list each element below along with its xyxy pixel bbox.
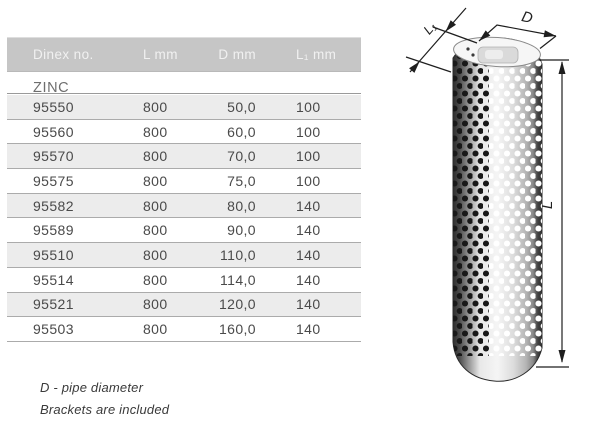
cell-d-mm: 75,0 bbox=[227, 172, 256, 189]
table-header bbox=[7, 37, 361, 72]
cell-l-mm: 800 bbox=[143, 271, 168, 288]
section-row bbox=[7, 72, 361, 94]
cell-dinex-no: 95582 bbox=[33, 197, 74, 214]
product-table bbox=[7, 37, 361, 417]
cell-d-mm: 70,0 bbox=[227, 148, 256, 165]
cell-d-mm: 50,0 bbox=[227, 98, 256, 115]
section-label: ZINC bbox=[33, 80, 70, 96]
cell-d-mm: 120,0 bbox=[218, 296, 256, 313]
table-row bbox=[7, 169, 361, 194]
bracket-bolt bbox=[466, 47, 469, 50]
cell-l-mm: 800 bbox=[143, 98, 168, 115]
cell-l-mm: 800 bbox=[143, 172, 168, 189]
cell-l1-mm: 140 bbox=[296, 271, 321, 288]
table-row bbox=[7, 317, 361, 342]
cell-l-mm: 800 bbox=[143, 222, 168, 239]
cell-l1-mm: 100 bbox=[296, 148, 321, 165]
table-row bbox=[7, 120, 361, 145]
label-l1: L₁ bbox=[420, 18, 439, 38]
cell-d-mm: 60,0 bbox=[227, 123, 256, 140]
cell-l-mm: 800 bbox=[143, 296, 168, 313]
column-header-l1-mm: L₁ mm bbox=[296, 47, 337, 62]
cell-d-mm: 110,0 bbox=[220, 246, 256, 263]
table-row bbox=[7, 95, 361, 120]
table-row bbox=[7, 194, 361, 219]
cell-dinex-no: 95570 bbox=[33, 148, 74, 165]
arrowhead-icon bbox=[544, 30, 556, 37]
cell-d-mm: 114,0 bbox=[220, 271, 256, 288]
cell-l-mm: 800 bbox=[143, 123, 168, 140]
cell-l1-mm: 140 bbox=[296, 246, 321, 263]
cell-l1-mm: 140 bbox=[296, 222, 321, 239]
cell-l1-mm: 100 bbox=[296, 98, 321, 115]
bracket-bolt bbox=[471, 53, 474, 56]
footnote-brackets: Brackets are included bbox=[40, 402, 170, 417]
cell-l-mm: 800 bbox=[143, 321, 168, 338]
cell-d-mm: 80,0 bbox=[227, 197, 256, 214]
cell-l-mm: 800 bbox=[143, 246, 168, 263]
table-row bbox=[7, 293, 361, 318]
cell-d-mm: 160,0 bbox=[218, 321, 256, 338]
cell-dinex-no: 95503 bbox=[33, 321, 74, 338]
table-row bbox=[7, 243, 361, 268]
cell-dinex-no: 95514 bbox=[33, 271, 74, 288]
cell-l1-mm: 100 bbox=[296, 123, 321, 140]
cell-l-mm: 800 bbox=[143, 148, 168, 165]
cell-dinex-no: 95550 bbox=[33, 98, 74, 115]
cell-d-mm: 90,0 bbox=[227, 222, 256, 239]
table-row bbox=[7, 268, 361, 293]
cell-dinex-no: 95575 bbox=[33, 172, 74, 189]
table-row bbox=[7, 218, 361, 243]
arrowhead-icon bbox=[559, 61, 566, 74]
cell-l1-mm: 140 bbox=[296, 296, 321, 313]
cell-l1-mm: 140 bbox=[296, 321, 321, 338]
pipe-body bbox=[453, 35, 542, 382]
arrowhead-icon bbox=[559, 350, 566, 363]
cell-l-mm: 800 bbox=[143, 197, 168, 214]
table-body bbox=[7, 95, 361, 342]
table-row bbox=[7, 144, 361, 169]
bracket-tab-highlight bbox=[485, 50, 503, 59]
label-l: L bbox=[539, 200, 556, 210]
footnote-pipe-diameter: D - pipe diameter bbox=[40, 380, 144, 395]
footnotes bbox=[40, 380, 169, 424]
cell-dinex-no: 95560 bbox=[33, 123, 74, 140]
column-header-dinex-no: Dinex no. bbox=[33, 47, 94, 62]
label-d: D bbox=[519, 8, 535, 28]
cell-dinex-no: 95521 bbox=[33, 296, 74, 313]
cell-dinex-no: 95510 bbox=[33, 246, 74, 263]
column-header-d-mm: D mm bbox=[218, 47, 256, 62]
perforation-pattern bbox=[453, 56, 542, 356]
perforated-pipe-drawing bbox=[390, 0, 600, 400]
cell-l1-mm: 100 bbox=[296, 172, 321, 189]
cell-dinex-no: 95589 bbox=[33, 222, 74, 239]
column-header-l-mm: L mm bbox=[143, 47, 178, 62]
cell-l1-mm: 140 bbox=[296, 197, 321, 214]
